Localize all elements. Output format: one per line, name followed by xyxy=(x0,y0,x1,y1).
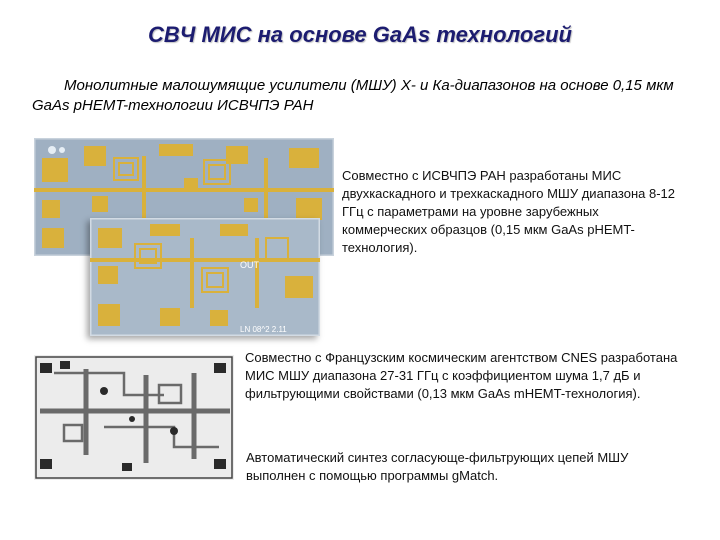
mmic-chip-photo-3 xyxy=(34,355,234,480)
slide-title: СВЧ МИС на основе GaAs технологий xyxy=(148,22,572,47)
paragraph-ka-band-lna: Совместно с Французским космическим агентством CNES разработана МИС МШУ диапазона 27-31 ГГц с коэффициентом шума 1,7 дБ и фильтрующими свойствами (0,13 мкм GaAs mHEMT-технология). xyxy=(245,350,678,401)
mmic-chip-photo-2 xyxy=(90,218,320,336)
paragraph-x-band-lna: Совместно с ИСВЧПЭ РАН разработаны МИС двухкаскадного и трехкаскадного МШУ диапазона 8-12 ГГц с параметрами на уровне зарубежных коммерческих образцов (0,15 мкм GaAs pHEMT-технология). xyxy=(342,168,676,255)
chip-out-label: OUT xyxy=(240,260,259,270)
slide-subtitle: Монолитные малошумящие усилители (МШУ) X- и Ка-диапазонов на основе 0,15 мкм GaAs pHEMT-технологии ИСВЧПЭ РАН xyxy=(32,77,674,114)
paragraph-gmatch: Автоматический синтез согласующе-фильтрующих цепей МШУ выполнен с помощью программы gMatch. xyxy=(246,450,629,483)
chip-code-label: LN 08^2 2.11 xyxy=(240,325,287,334)
